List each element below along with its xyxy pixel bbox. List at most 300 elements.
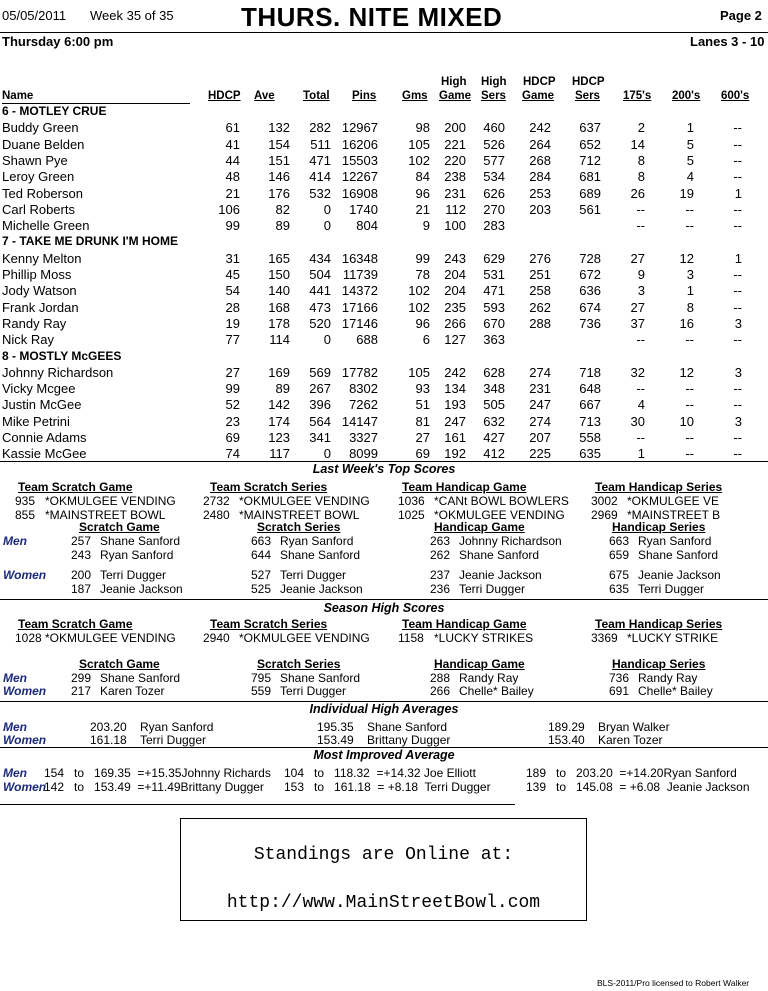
cell-hg: 204	[444, 267, 466, 282]
cell-gms: 6	[422, 332, 430, 347]
cell-hs: 363	[483, 332, 505, 347]
cell-ave: 165	[268, 251, 290, 266]
individual-category-header: Handicap Game	[434, 657, 525, 671]
men-label: Men	[3, 534, 27, 548]
cell-hs: 628	[483, 365, 505, 380]
individual-name: Jeanie Jackson	[638, 568, 721, 582]
bowler-name: Mike Petrini	[2, 414, 70, 429]
cell-hhg: 274	[529, 365, 551, 380]
bowler-name: Jody Watson	[2, 283, 77, 298]
cell-hdcp: 69	[225, 430, 240, 445]
individual-score: 200	[71, 568, 92, 582]
bowler-name: Justin McGee	[2, 397, 82, 412]
improvement-entry: 189 to 203.20 =+14.20Ryan Sanford	[526, 766, 737, 780]
team-score: 3369	[591, 631, 618, 645]
bowler-row	[0, 397, 768, 413]
individual-score: 187	[71, 582, 92, 596]
individual-name: Jeanie Jackson	[459, 568, 542, 582]
cell-gms: 102	[408, 153, 430, 168]
cell-total: 511	[310, 137, 331, 152]
cell-hdcp: 19	[225, 316, 240, 331]
cell-hhg: 284	[529, 169, 551, 184]
team-name: *OKMULGEE VENDING	[45, 494, 176, 508]
individual-score: 266	[430, 684, 451, 698]
improved-bottom-rule	[0, 804, 515, 805]
cell-gms: 9	[422, 218, 430, 233]
season-title: Season High Scores	[323, 601, 445, 615]
individual-name: Johnny Richardson	[459, 534, 562, 548]
cell-hhg: 253	[529, 186, 551, 201]
cell-ave: 114	[269, 332, 290, 347]
individual-score: 288	[430, 671, 451, 685]
cell-hs: 670	[483, 316, 505, 331]
improvement-entry: 142 to 153.49 =+11.49Brittany Dugger	[44, 780, 264, 794]
cell-ave: 150	[268, 267, 290, 282]
cell-ave: 146	[268, 169, 290, 184]
cell-ave: 169	[268, 365, 290, 380]
team-category-header: Team Handicap Game	[402, 617, 527, 631]
cell-hs: 471	[483, 283, 505, 298]
cell-hhs: 667	[579, 397, 601, 412]
individual-name: Terri Dugger	[100, 568, 167, 582]
cell-ave: 82	[275, 202, 290, 217]
team-score: 935	[15, 494, 36, 508]
cell-c175: 9	[637, 267, 645, 282]
bowler-name: Frank Jordan	[2, 300, 79, 315]
cell-gms: 93	[415, 381, 430, 396]
team-name: *OKMULGEE VENDING	[239, 494, 370, 508]
cell-gms: 78	[415, 267, 430, 282]
individual-score: 257	[71, 534, 92, 548]
cell-c200: --	[685, 397, 694, 412]
col-hdcp-game: Game	[522, 90, 554, 102]
online-standings-box	[180, 818, 587, 921]
team-name: *MAINSTREET BOWL	[45, 508, 166, 522]
cell-hg: 127	[444, 332, 466, 347]
improvement-entry: 153 to 161.18 = +8.18 Terri Dugger	[284, 780, 491, 794]
col-hdcp: HDCP	[208, 90, 241, 102]
team-category-header: Team Scratch Series	[210, 480, 328, 494]
bowler-name: Connie Adams	[2, 430, 87, 445]
cell-hhg: 288	[529, 316, 551, 331]
cell-c200: 16	[679, 316, 694, 331]
men-label: Men	[3, 720, 27, 734]
cell-gms: 51	[415, 397, 430, 412]
cell-total: 504	[309, 267, 331, 282]
individual-score: 263	[430, 534, 451, 548]
individual-score: 243	[71, 548, 92, 562]
cell-hhs: 718	[579, 365, 601, 380]
individual-score: 675	[609, 568, 630, 582]
cell-c200: --	[685, 332, 694, 347]
cell-hs: 412	[483, 446, 505, 461]
women-label: Women	[3, 780, 47, 794]
individual-score: 644	[251, 548, 272, 562]
team-category-header: Team Scratch Game	[18, 617, 133, 631]
individual-score: 795	[251, 671, 272, 685]
cell-c175: 32	[630, 365, 645, 380]
individual-name: Terri Dugger	[280, 684, 347, 698]
average-value: 195.35	[317, 720, 354, 734]
cell-pins: 17782	[341, 365, 378, 380]
cell-pins: 17166	[341, 300, 378, 315]
individual-category-header: Handicap Series	[612, 520, 706, 534]
bowler-name: Randy Ray	[2, 316, 67, 331]
cell-c600: 3	[734, 316, 742, 331]
individual-name: Randy Ray	[459, 671, 519, 685]
individual-name: Shane Sanford	[280, 671, 361, 685]
bowler-row	[0, 381, 768, 397]
women-label: Women	[3, 568, 47, 582]
team-category-header: Team Scratch Series	[210, 617, 328, 631]
cell-ave: 154	[268, 137, 290, 152]
average-name: Ryan Sanford	[140, 720, 214, 734]
individual-name: Shane Sanford	[638, 548, 719, 562]
cell-hhs: 561	[579, 202, 601, 217]
cell-pins: 12267	[341, 169, 378, 184]
cell-pins: 16206	[341, 137, 378, 152]
average-value: 189.29	[548, 720, 585, 734]
cell-c600: --	[733, 430, 742, 445]
individual-category-header: Handicap Game	[434, 520, 525, 534]
cell-hs: 531	[483, 267, 505, 282]
cell-gms: 102	[408, 283, 430, 298]
individual-name: Terri Dugger	[280, 568, 347, 582]
cell-hhs: 648	[579, 381, 601, 396]
average-value: 161.18	[90, 733, 127, 747]
cell-ave: 168	[268, 300, 290, 315]
cell-hhs: 635	[579, 446, 601, 461]
individual-score: 299	[71, 671, 92, 685]
cell-c175: 8	[637, 153, 645, 168]
lanes-info: Lanes 3 - 10	[690, 34, 765, 49]
cell-c600: --	[733, 169, 742, 184]
team-name: *OKMULGEE VENDING	[239, 631, 370, 645]
individual-name: Randy Ray	[638, 671, 698, 685]
bowler-name: Phillip Moss	[2, 267, 72, 282]
cell-ave: 142	[268, 397, 290, 412]
cell-hdcp: 28	[225, 300, 240, 315]
cell-hs: 626	[483, 186, 505, 201]
cell-c600: 3	[734, 414, 742, 429]
cell-c175: 37	[630, 316, 645, 331]
cell-hdcp: 106	[218, 202, 240, 217]
cell-c600: --	[733, 397, 742, 412]
cell-c175: 1	[637, 446, 645, 461]
bowler-name: Kenny Melton	[2, 251, 82, 266]
online-url: http://www.MainStreetBowl.com	[226, 893, 541, 913]
last-week-title: Last Week's Top Scores	[312, 462, 456, 476]
cell-ave: 132	[268, 120, 290, 135]
cell-gms: 98	[415, 120, 430, 135]
cell-c600: 1	[734, 251, 742, 266]
cell-c600: --	[733, 218, 742, 233]
cell-hs: 593	[483, 300, 505, 315]
cell-hhg: 268	[529, 153, 551, 168]
cell-hhg: 251	[529, 267, 551, 282]
individual-name: Jeanie Jackson	[100, 582, 183, 596]
team-category-header: Team Handicap Series	[595, 617, 723, 631]
bowler-row	[0, 169, 768, 185]
cell-hdcp: 74	[225, 446, 240, 461]
cell-hdcp: 31	[225, 251, 240, 266]
individual-name: Jeanie Jackson	[280, 582, 363, 596]
individual-category-header: Scratch Series	[257, 657, 341, 671]
cell-total: 267	[309, 381, 331, 396]
team-score: 2940	[203, 631, 230, 645]
individual-score: 663	[609, 534, 630, 548]
cell-gms: 81	[415, 414, 430, 429]
cell-pins: 15503	[341, 153, 378, 168]
individual-category-header: Scratch Game	[79, 657, 160, 671]
team-name: *LUCKY STRIKE	[627, 631, 719, 645]
col-hdcp-sers: Sers	[575, 90, 600, 102]
individual-name: Ryan Sanford	[638, 534, 712, 548]
cell-ave: 151	[268, 153, 290, 168]
individual-category-header: Handicap Series	[612, 657, 706, 671]
bowler-name: Ted Roberson	[2, 186, 83, 201]
bowler-row	[0, 283, 768, 299]
cell-pins: 14147	[341, 414, 378, 429]
cell-ave: 176	[268, 186, 290, 201]
cell-pins: 14372	[341, 283, 378, 298]
page-number: Page 2	[720, 8, 762, 23]
cell-total: 434	[309, 251, 331, 266]
cell-total: 0	[323, 202, 331, 217]
cell-c200: 5	[686, 137, 694, 152]
cell-hhg: 247	[529, 397, 551, 412]
cell-pins: 17146	[341, 316, 378, 331]
individual-score: 659	[609, 548, 630, 562]
improvement-entry: 139 to 145.08 = +6.08 Jeanie Jackson	[526, 780, 750, 794]
cell-hs: 629	[483, 251, 505, 266]
individual-category-header: Scratch Game	[79, 520, 160, 534]
cell-c600: --	[733, 120, 742, 135]
cell-hg: 100	[444, 218, 466, 233]
team-score: 855	[15, 508, 36, 522]
cell-c200: 10	[679, 414, 694, 429]
cell-c175: --	[636, 202, 645, 217]
cell-total: 564	[309, 414, 331, 429]
bowler-row	[0, 365, 768, 381]
cell-gms: 69	[415, 446, 430, 461]
cell-hhs: 713	[579, 414, 601, 429]
cell-pins: 11739	[342, 267, 378, 282]
individual-score: 217	[71, 684, 92, 698]
week-number: Week 35 of 35	[90, 8, 174, 23]
cell-ave: 89	[275, 218, 290, 233]
individual-score: 237	[430, 568, 451, 582]
cell-ave: 89	[275, 381, 290, 396]
cell-c600: --	[733, 300, 742, 315]
cell-hg: 204	[444, 283, 466, 298]
col-high-sers-top: High	[481, 76, 507, 88]
online-line: Standings are Online at:	[253, 845, 514, 865]
individual-name: Shane Sanford	[280, 548, 361, 562]
cell-c200: --	[685, 381, 694, 396]
cell-hhg: 264	[529, 137, 551, 152]
cell-hg: 112	[445, 202, 466, 217]
team-name: *OKMULGEE VENDING	[434, 508, 565, 522]
individual-score: 635	[609, 582, 630, 596]
bowler-name: Michelle Green	[2, 218, 90, 233]
cell-c200: --	[685, 430, 694, 445]
bowler-name: Leroy Green	[2, 169, 75, 184]
individual-name: Shane Sanford	[100, 671, 181, 685]
col-high-game-top: High	[441, 76, 467, 88]
cell-pins: 688	[356, 332, 378, 347]
cell-c600: --	[733, 153, 742, 168]
cell-hhg: 203	[529, 202, 551, 217]
team-score: 2480	[203, 508, 230, 522]
cell-hg: 243	[444, 251, 466, 266]
cell-c200: --	[685, 202, 694, 217]
cell-hs: 460	[483, 120, 505, 135]
team-name: *OKMULGEE VE	[627, 494, 720, 508]
bowler-name: Carl Roberts	[2, 202, 75, 217]
cell-gms: 84	[415, 169, 430, 184]
cell-hdcp: 99	[225, 218, 240, 233]
cell-hg: 193	[444, 397, 466, 412]
cell-pins: 16348	[341, 251, 378, 266]
cell-hg: 134	[444, 381, 466, 396]
cell-hg: 161	[444, 430, 466, 445]
cell-hs: 427	[483, 430, 505, 445]
individual-name: Chelle* Bailey	[638, 684, 713, 698]
cell-hdcp: 52	[225, 397, 240, 412]
averages-title: Individual High Averages	[309, 702, 459, 716]
individual-name: Ryan Sanford	[280, 534, 354, 548]
cell-c200: 3	[686, 267, 694, 282]
cell-hs: 505	[483, 397, 505, 412]
cell-total: 471	[309, 153, 331, 168]
cell-c600: --	[733, 202, 742, 217]
cell-hs: 348	[483, 381, 505, 396]
cell-hhg: 274	[529, 414, 551, 429]
individual-name: Ryan Sanford	[100, 548, 174, 562]
individual-score: 559	[251, 684, 272, 698]
cell-hhs: 728	[579, 251, 601, 266]
bowler-row	[0, 251, 768, 267]
cell-c175: 26	[630, 186, 645, 201]
cell-ave: 178	[268, 316, 290, 331]
individual-name: Karen Tozer	[100, 684, 165, 698]
individual-score: 525	[251, 582, 272, 596]
cell-hg: 220	[444, 153, 466, 168]
cell-hdcp: 21	[225, 186, 240, 201]
cell-pins: 12967	[341, 120, 378, 135]
col-175s: 175's	[623, 90, 652, 102]
cell-c600: --	[733, 332, 742, 347]
cell-hg: 238	[444, 169, 466, 184]
cell-hhs: 736	[579, 316, 601, 331]
cell-c600: 3	[734, 365, 742, 380]
bowler-row	[0, 137, 768, 153]
cell-hg: 235	[444, 300, 466, 315]
cell-pins: 3327	[349, 430, 378, 445]
individual-name: Shane Sanford	[459, 548, 540, 562]
average-value: 153.49	[317, 733, 354, 747]
cell-pins: 1740	[349, 202, 378, 217]
cell-total: 569	[309, 365, 331, 380]
cell-pins: 8302	[349, 381, 378, 396]
individual-score: 691	[609, 684, 630, 698]
col-pins: Pins	[352, 90, 377, 102]
col-ave: Ave	[254, 90, 275, 102]
season-top-rule	[0, 599, 768, 600]
cell-c200: 12	[679, 365, 694, 380]
cell-hhg: 225	[529, 446, 551, 461]
bowler-name: Shawn Pye	[2, 153, 68, 168]
col-hdcp-sers-top: HDCP	[572, 76, 605, 88]
col-total: Total	[303, 90, 330, 102]
cell-gms: 27	[415, 430, 430, 445]
cell-hhs: 558	[579, 430, 601, 445]
cell-c600: --	[733, 381, 742, 396]
individual-name: Chelle* Bailey	[459, 684, 534, 698]
cell-hhs: 637	[579, 120, 601, 135]
col-high-game: Game	[439, 90, 471, 102]
cell-hhs: 674	[579, 300, 601, 315]
col-200s: 200's	[672, 90, 701, 102]
cell-ave: 117	[269, 446, 290, 461]
col-600s: 600's	[721, 90, 750, 102]
team-category-header: Team Handicap Series	[595, 480, 723, 494]
cell-c600: --	[733, 267, 742, 282]
cell-hhg: 262	[529, 300, 551, 315]
cell-total: 282	[309, 120, 331, 135]
cell-hs: 632	[483, 414, 505, 429]
bowler-row	[0, 300, 768, 316]
cell-pins: 7262	[349, 397, 378, 412]
cell-total: 0	[323, 332, 331, 347]
cell-hhs: 672	[579, 267, 601, 282]
average-name: Terri Dugger	[140, 733, 207, 747]
cell-c200: 4	[686, 169, 694, 184]
cell-c175: --	[636, 381, 645, 396]
average-name: Brittany Dugger	[367, 733, 451, 747]
cell-hg: 192	[444, 446, 466, 461]
cell-c175: 14	[630, 137, 645, 152]
cell-hdcp: 77	[225, 332, 240, 347]
cell-c200: 5	[686, 153, 694, 168]
improvement-entry: 104 to 118.32 =+14.32 Joe Elliott	[284, 766, 476, 780]
cell-hdcp: 61	[225, 120, 240, 135]
average-name: Bryan Walker	[598, 720, 670, 734]
cell-ave: 123	[268, 430, 290, 445]
league-title: THURS. NITE MIXED	[241, 2, 503, 32]
cell-hdcp: 45	[225, 267, 240, 282]
cell-c600: 1	[734, 186, 742, 201]
cell-hhg: 276	[529, 251, 551, 266]
cell-hhs: 689	[579, 186, 601, 201]
league-day-time: Thursday 6:00 pm	[2, 34, 114, 49]
team-name: *MAINSTREET B	[627, 508, 721, 522]
women-label: Women	[3, 684, 47, 698]
team-category-header: Team Scratch Game	[18, 480, 133, 494]
cell-c200: 19	[679, 186, 694, 201]
cell-hs: 534	[483, 169, 505, 184]
cell-c175: --	[636, 218, 645, 233]
bowler-name: Kassie McGee	[2, 446, 87, 461]
individual-score: 527	[251, 568, 272, 582]
individual-score: 736	[609, 671, 630, 685]
individual-category-header: Scratch Series	[257, 520, 341, 534]
team-score: 1025	[398, 508, 425, 522]
bowler-row	[0, 202, 768, 218]
cell-hhs: 712	[579, 153, 601, 168]
cell-hg: 221	[444, 137, 466, 152]
